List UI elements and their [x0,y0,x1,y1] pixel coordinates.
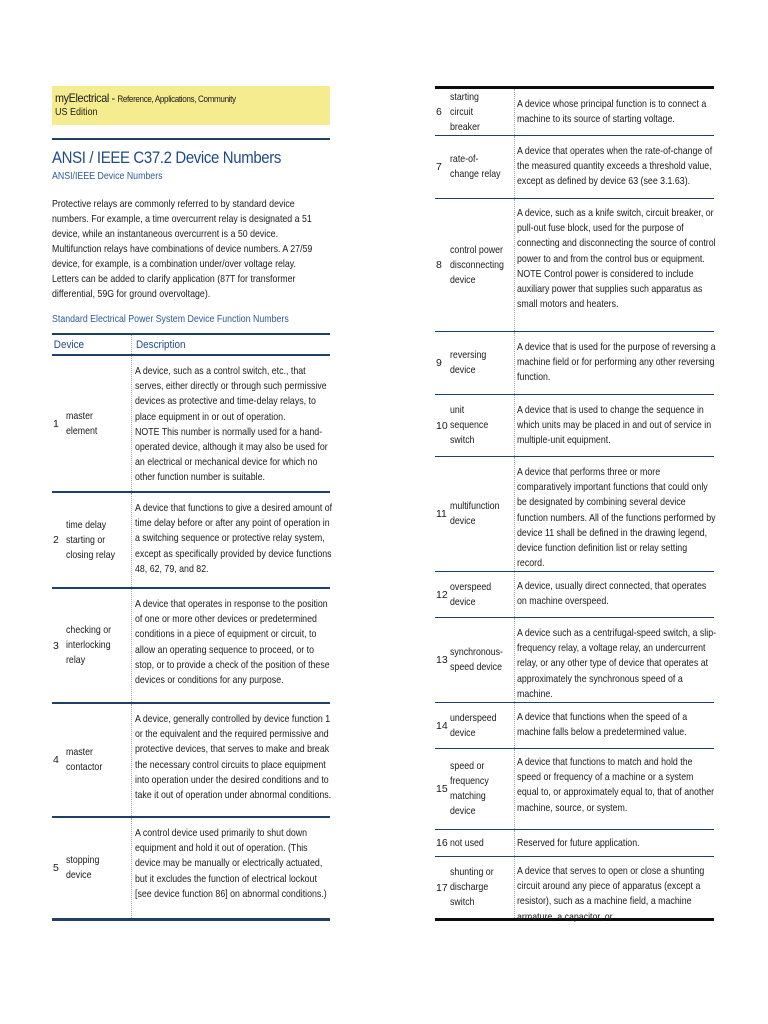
device-name [449,199,514,331]
table-row [435,199,714,332]
device-number: 17 [436,881,448,894]
device-name [449,857,514,918]
device-name [449,395,514,456]
device-description-text: A device whose principal function is to connect a machine to its source of starting voltage. [517,98,707,126]
device-name [449,89,514,135]
device-description-text: A device such as a centrifugal-speed switch, a slip-frequency relay, a voltage relay, an undercurrent relay, or any other type of device that operates at approximately the synchronous speed of a machine. [517,627,717,700]
column-header-device: Device [53,338,85,351]
device-description [514,136,714,198]
device-name-text: underspeed device [450,711,497,739]
table-row [52,493,333,589]
device-description-text: A device that functions to give a desired amount of time delay before or after any point of operation in a switching sequence or protective relay system, except as specifically provided by device functions 48, 62, 79, and 82. [135,502,333,575]
device-name-text: speed or frequency matching device [450,760,489,817]
device-number: 7 [436,161,442,173]
device-description-text: A device that functions when the speed of a machine falls below a predetermined value. [517,711,688,739]
device-description-text: A device that operates when the rate-of-change of the measured quantity exceeds a threshold value, except as defined by device 63 (see 3.1.63). [517,145,713,188]
table-row [435,703,714,749]
device-description [514,89,714,135]
device-name-text: not used [450,836,484,849]
table-header [52,333,330,356]
device-description-text: A device, such as a control switch, etc., that serves, either directly or through such permissive devices as protective and time-delay relays, to place equipment in or out of operation. NOTE This number is normally used for a hand-operated device, although it may also be used for an electrical or mechanical device for which no other function number is suitable. [135,365,328,484]
device-description [514,457,714,571]
table-row [52,356,330,493]
device-description-text: A control device used primarily to shut down equipment and hold it out of operation. (This device may be manually or electrically actuated, but it excludes the function of electrical lockout [see device function 86] on abnormal conditions.) [135,827,327,900]
device-description-text: A device, generally controlled by device function 1 or the equivalent and the required permissive and protective devices, that serves to make and break the necessary control circuits to place equipment into operation under the desired conditions and to take it out of operation under abnormal conditions. [135,713,332,802]
intro-paragraph: Protective relays are commonly referred to by standard device numbers. For example, a time overcurrent relay is designated a 51 device, while an instantaneous overcurrent is a 50 device. Multifunction relays have combinations of device numbers. A 27/59 device, for example, is a combination under/over voltage relay. Letters can be added to clarify application (87T for transformer differential, 59G for ground overvoltage). [52,198,313,300]
title-divider [52,138,330,140]
device-name [449,457,514,571]
device-description [514,703,714,748]
table-row [435,857,714,921]
device-name-text: multifunction device [450,500,500,527]
device-description [131,818,330,918]
device-name-text: stopping device [66,854,100,881]
table-row [435,136,714,199]
device-description [514,199,714,331]
device-description [514,618,717,702]
device-description-text: Reserved for future application. [517,837,640,849]
device-name [64,589,131,702]
device-name-text: time delay starting or closing relay [66,518,116,561]
brand-name: myElectrical - [55,91,118,105]
device-name-text: rate-of-change relay [450,153,501,180]
device-number: 6 [436,106,442,118]
table-row [435,457,714,572]
device-name [449,332,514,394]
column-header-description: Description [136,338,186,351]
device-name-text: synchronous-speed device [450,646,503,673]
device-name [449,749,514,829]
table-row [435,618,717,703]
device-number: 5 [53,862,59,874]
device-number: 3 [53,639,59,652]
left-column [52,86,333,921]
device-number: 10 [436,419,448,432]
device-number: 12 [436,588,448,601]
device-name [449,572,514,617]
table-row [52,704,330,818]
device-name-text: control power disconnecting device [450,243,504,286]
device-description-text: A device that functions to match and hold the speed or frequency of a machine or a system equal to, or approximately equal to, that of another machine, source, or system. [517,756,715,814]
table-row [435,89,714,136]
device-name-text: unit sequence switch [450,404,489,446]
device-name [64,493,131,587]
device-number: 15 [436,783,448,795]
device-number: 14 [436,719,448,732]
device-description-text: A device, usually direct connected, that operates on machine overspeed. [517,580,707,608]
table-row [435,572,714,618]
device-name-text: overspeed device [450,580,492,608]
table-row [52,818,330,921]
table-row [435,332,714,395]
device-number: 2 [53,534,59,546]
device-name [64,704,131,816]
device-name [64,356,131,491]
device-number: 8 [436,259,442,271]
device-description [514,395,714,456]
device-name-text: master element [66,409,98,437]
device-number: 13 [436,654,448,666]
device-description [514,857,714,923]
table-row [435,749,714,830]
device-name-text: shunting or discharge switch [450,866,494,908]
device-name-text: reversing device [450,349,487,376]
right-column [435,86,717,923]
device-description-text: A device that performs three or more comparatively important functions that could only be designated by combining several device function numbers. All of the functions performed by device 11 shall be defined in the drawing legend, device function definition list or relay setting record. [517,466,716,570]
device-number: 1 [53,417,59,430]
brand-tagline: Reference, Applications, Community [117,94,236,104]
device-description-text: A device that is used for the purpose of reversing a machine field or for performing any other reversing function. [517,341,716,384]
device-description-text: A device that operates in response to the position of one or more other devices or predetermined conditions in a piece of equipment or circuit, to allow an operating sequence to proceed, or to stop, or to provide a check of the position of these devices or conditions for any purpose. [135,598,330,687]
site-brand[interactable] [55,91,300,106]
device-number: 11 [436,508,447,520]
table-row [435,830,714,857]
site-banner [52,86,330,125]
device-name [64,818,131,918]
device-name [449,136,514,198]
device-description-text: A device that serves to open or close a shunting circuit around any piece of apparatus (except a resistor), such as a machine field, a machine armature, a capacitor, or [517,865,705,923]
device-name [449,703,514,748]
device-description [514,830,714,856]
device-description [131,589,330,702]
device-description-text: A device, such as a knife switch, circuit breaker, or pull-out fuse block, used for the purpose of connecting and disconnecting the source of control power to and from the control bus or equipment. NOTE Control power is considered to include auxiliary power that supplies such apparatus as small motors and heaters. [517,207,716,311]
device-description [131,493,333,587]
device-name [449,830,514,856]
device-description [514,749,714,829]
device-description [514,332,714,394]
column-header-description-cell [131,335,191,354]
page-title: ANSI / IEEE C37.2 Device Numbers [52,148,282,167]
device-number: 9 [436,357,442,369]
device-description [514,572,714,617]
device-description [131,356,330,491]
page-subtitle: ANSI/IEEE Device Numbers [52,171,163,182]
device-name [449,618,514,702]
device-description [131,704,330,816]
device-description-text: A device that is used to change the sequence in which units may be placed in and out of service in multiple-unit equipment. [517,404,712,447]
device-number: 4 [53,754,59,766]
device-number: 16 [436,837,448,849]
table-caption: Standard Electrical Power System Device Function Numbers [52,314,289,325]
device-name-text: checking or interlocking relay [66,624,112,666]
table-row [52,589,330,704]
edition-label: US Edition [55,107,98,118]
table-row [435,395,714,457]
device-name-text: master contactor [66,746,103,773]
device-name-text: starting circuit breaker [450,90,480,133]
